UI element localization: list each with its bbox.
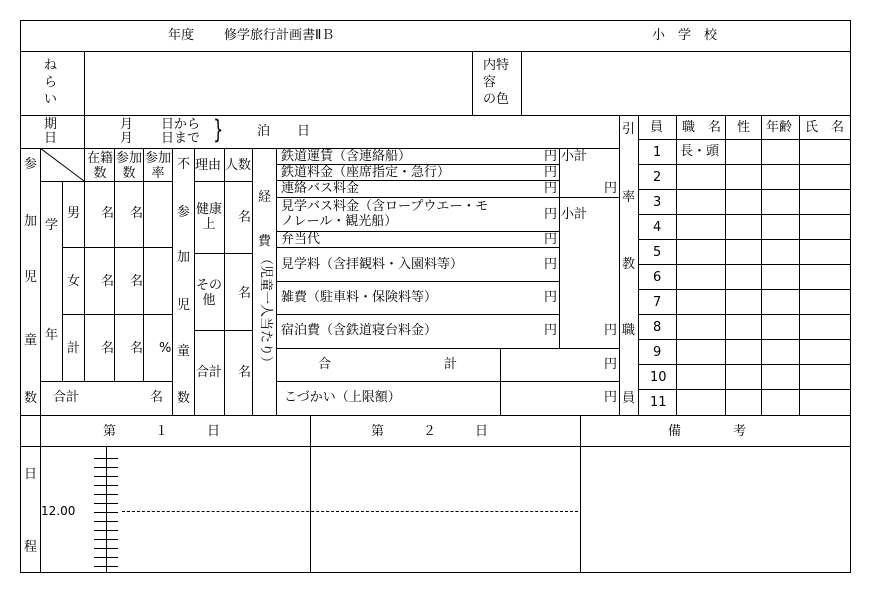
- grade-char: 学: [45, 218, 59, 233]
- absent-vlabel: 児: [177, 298, 191, 313]
- staff-row-no: 8: [653, 320, 662, 335]
- reason-health: 健康上: [195, 202, 222, 232]
- grid-line: [725, 115, 726, 415]
- day1-header: 第 １ 日: [103, 424, 221, 439]
- frame-line: [850, 20, 851, 573]
- staff-vlabel: 職: [622, 323, 636, 338]
- grid-line: [143, 148, 144, 381]
- staff-row-no: 10: [650, 370, 667, 385]
- staff-vlabel: 教: [622, 257, 636, 272]
- grid-line: [559, 148, 560, 348]
- expense-bus-fare: 連絡バス料金: [281, 181, 360, 196]
- period-label-1: 期: [44, 117, 58, 132]
- total-participating[interactable]: 名: [130, 341, 144, 356]
- male-enrolled[interactable]: 名: [101, 206, 115, 221]
- month-from: 月: [120, 117, 134, 132]
- staff-row-role[interactable]: 長・頭: [680, 144, 720, 159]
- grand-total-label-a: 合: [318, 357, 332, 372]
- staff-row-no: 5: [653, 245, 662, 260]
- frame-line: [20, 20, 850, 21]
- staff-row-no: 6: [653, 270, 662, 285]
- participants-total-label: 合計: [53, 390, 80, 405]
- male-participating[interactable]: 名: [130, 206, 144, 221]
- grid-line: [62, 181, 63, 381]
- staff-row-no: 2: [653, 170, 662, 185]
- grid-line: [638, 339, 850, 340]
- grid-line: [638, 289, 850, 290]
- grid-line: [194, 253, 252, 254]
- grid-line: [194, 181, 252, 182]
- subtotal-label-2: 小計: [561, 207, 588, 222]
- participants-vlabel: 数: [24, 391, 38, 406]
- grid-line: [472, 51, 473, 115]
- frame-line: [20, 572, 851, 573]
- aims-label-1: ね: [44, 58, 58, 73]
- aims-field[interactable]: [85, 52, 472, 115]
- allowance-label: こづかい（上限額）: [284, 390, 401, 405]
- grid-line: [638, 189, 850, 190]
- grid-line: [172, 148, 173, 415]
- grid-line: [638, 239, 850, 240]
- absent-vlabel: 数: [177, 391, 191, 406]
- grid-line: [277, 247, 559, 248]
- grid-line: [638, 264, 850, 265]
- absent-vlabel: 童: [177, 344, 191, 359]
- female-enrolled[interactable]: 名: [101, 274, 115, 289]
- remarks-area[interactable]: [581, 447, 850, 572]
- staff-header-role: 職 名: [682, 120, 722, 135]
- expense-rail-fare: 鉄道運賃（含連絡船）: [281, 149, 412, 164]
- time-marker: 12.00: [41, 504, 76, 518]
- row-label-total: 計: [67, 341, 81, 356]
- total-enrolled[interactable]: 名: [101, 341, 115, 356]
- frame-line: [20, 20, 21, 573]
- expense-admission-unit[interactable]: 円: [544, 257, 558, 272]
- day2-schedule-area[interactable]: [311, 447, 580, 572]
- expense-sightseeing-bus-unit[interactable]: 円: [544, 207, 558, 222]
- grade-char: 年: [45, 328, 59, 343]
- grid-line: [194, 330, 252, 331]
- expense-admission: 見学料（含拝観料・入園料等）: [281, 257, 464, 272]
- expense-lodging-unit[interactable]: 円: [544, 323, 558, 338]
- absent-vlabel: 不: [177, 157, 191, 172]
- health-count[interactable]: 名: [238, 210, 252, 225]
- female-participating[interactable]: 名: [130, 274, 144, 289]
- row-label-female: 女: [67, 274, 81, 289]
- expense-misc-unit[interactable]: 円: [544, 290, 558, 305]
- staff-row-no: 1: [653, 145, 662, 160]
- grid-line: [84, 148, 85, 381]
- grid-line: [40, 148, 41, 415]
- feature-label-2: 容: [483, 75, 497, 90]
- grid-line: [277, 381, 620, 382]
- grid-line: [638, 314, 850, 315]
- form-title: 修学旅行計画書ⅡＢ: [224, 28, 335, 43]
- reason-header: 理由: [195, 158, 222, 173]
- grid-line: [84, 115, 85, 148]
- feature-label-3: の色: [483, 92, 510, 107]
- grid-line: [40, 381, 172, 382]
- participants-total-unit[interactable]: 名: [150, 390, 164, 405]
- schedule-vlabel: 程: [24, 540, 38, 555]
- expense-misc: 雑費（駐車料・保険料等）: [281, 290, 438, 305]
- grid-line: [277, 348, 620, 349]
- col-header-enrolled: 在籍数: [86, 151, 113, 181]
- participants-vlabel: 加: [24, 214, 38, 229]
- period-label-2: 日: [44, 131, 58, 146]
- expense-rail-charge: 鉄道料金（座席指定・急行）: [281, 165, 451, 180]
- absent-vlabel: 加: [177, 250, 191, 265]
- grid-line: [638, 164, 850, 165]
- day1-schedule-area[interactable]: [41, 447, 310, 572]
- grand-total-label-b: 計: [444, 357, 458, 372]
- staff-header-age: 年齢: [766, 120, 793, 135]
- col-header-rate: 参加率: [144, 151, 171, 181]
- expenses-label-top: 経: [258, 190, 272, 205]
- expense-bus-fare-unit[interactable]: 円: [544, 181, 558, 196]
- allowance-unit[interactable]: 円: [604, 390, 618, 405]
- staff-row-no: 11: [650, 395, 667, 410]
- grid-line: [224, 148, 225, 415]
- days-label: 日: [297, 124, 311, 139]
- schedule-vlabel: 日: [24, 467, 38, 482]
- grid-line: [638, 139, 850, 140]
- grid-line: [619, 115, 620, 415]
- staff-vlabel: 引: [622, 122, 636, 137]
- staff-vlabel: 率: [622, 190, 636, 205]
- staff-header-no: 員: [650, 120, 664, 135]
- subtotal-unit-2[interactable]: 円: [604, 323, 618, 338]
- grid-line: [676, 115, 677, 415]
- staff-vlabel: 員: [622, 391, 636, 406]
- staff-header-sex: 性: [737, 120, 751, 135]
- expense-lunch: 弁当代: [281, 232, 321, 247]
- year-label: 年度: [168, 28, 195, 43]
- total-rate[interactable]: %: [159, 341, 172, 356]
- grid-line: [277, 281, 559, 282]
- grid-line: [638, 115, 639, 415]
- grid-line: [761, 115, 762, 415]
- expense-lodging: 宿泊費（含鉄道寝台料金）: [281, 323, 438, 338]
- expenses-label-mid: 費: [258, 234, 272, 249]
- feature-label-1: 内特: [483, 58, 510, 73]
- feature-field[interactable]: [522, 52, 850, 115]
- col-header-participating: 参加数: [115, 151, 142, 181]
- school-label: 小 学 校: [652, 28, 718, 43]
- subtotal-unit-1[interactable]: 円: [604, 181, 618, 196]
- grid-line: [638, 389, 850, 390]
- grid-line: [277, 197, 620, 198]
- participants-vlabel: 児: [24, 270, 38, 285]
- month-to: 月: [120, 131, 134, 146]
- day2-header: 第 ２ 日: [371, 424, 489, 439]
- grid-line: [62, 314, 172, 315]
- expenses-note: （児童一人当たり）: [258, 252, 273, 370]
- nights-label: 泊: [257, 124, 271, 139]
- grid-line: [638, 214, 850, 215]
- staff-row-no: 9: [653, 345, 662, 360]
- aims-label-2: ら: [44, 75, 58, 90]
- count-header: 人数: [225, 158, 252, 173]
- grid-line: [277, 314, 559, 315]
- expense-rail-fare-unit[interactable]: 円: [544, 149, 558, 164]
- expense-lunch-unit[interactable]: 円: [544, 232, 558, 247]
- absent-total-count[interactable]: 名: [238, 365, 252, 380]
- participants-vlabel: 参: [24, 157, 38, 172]
- grid-line: [638, 364, 850, 365]
- staff-row-no: 3: [653, 195, 662, 210]
- subtotal-label-1: 小計: [561, 149, 588, 164]
- staff-row-no: 7: [653, 295, 662, 310]
- expense-sightseeing-bus: 見学バス料金（含ロープウエー・モノレール・観光船）: [281, 199, 489, 229]
- grid-line: [114, 148, 115, 381]
- staff-row-no: 4: [653, 220, 662, 235]
- grid-line: [20, 415, 850, 416]
- reason-other: その他: [195, 278, 222, 308]
- grid-line: [799, 115, 800, 415]
- reason-total: 合計: [196, 365, 223, 380]
- staff-header-name: 氏 名: [805, 120, 845, 135]
- header-diagonal: [40, 148, 85, 182]
- remarks-header: 備 考: [668, 424, 747, 439]
- expense-rail-charge-unit[interactable]: 円: [544, 165, 558, 180]
- grid-line: [62, 247, 172, 248]
- aims-label-3: い: [44, 92, 58, 107]
- period-brace: }: [213, 115, 224, 145]
- absent-vlabel: 参: [177, 205, 191, 220]
- other-count[interactable]: 名: [238, 286, 252, 301]
- participants-vlabel: 童: [24, 333, 38, 348]
- day-to: 日まで: [161, 131, 201, 146]
- day-from: 日から: [161, 117, 201, 132]
- grand-total-unit[interactable]: 円: [604, 357, 618, 372]
- row-label-male: 男: [67, 206, 81, 221]
